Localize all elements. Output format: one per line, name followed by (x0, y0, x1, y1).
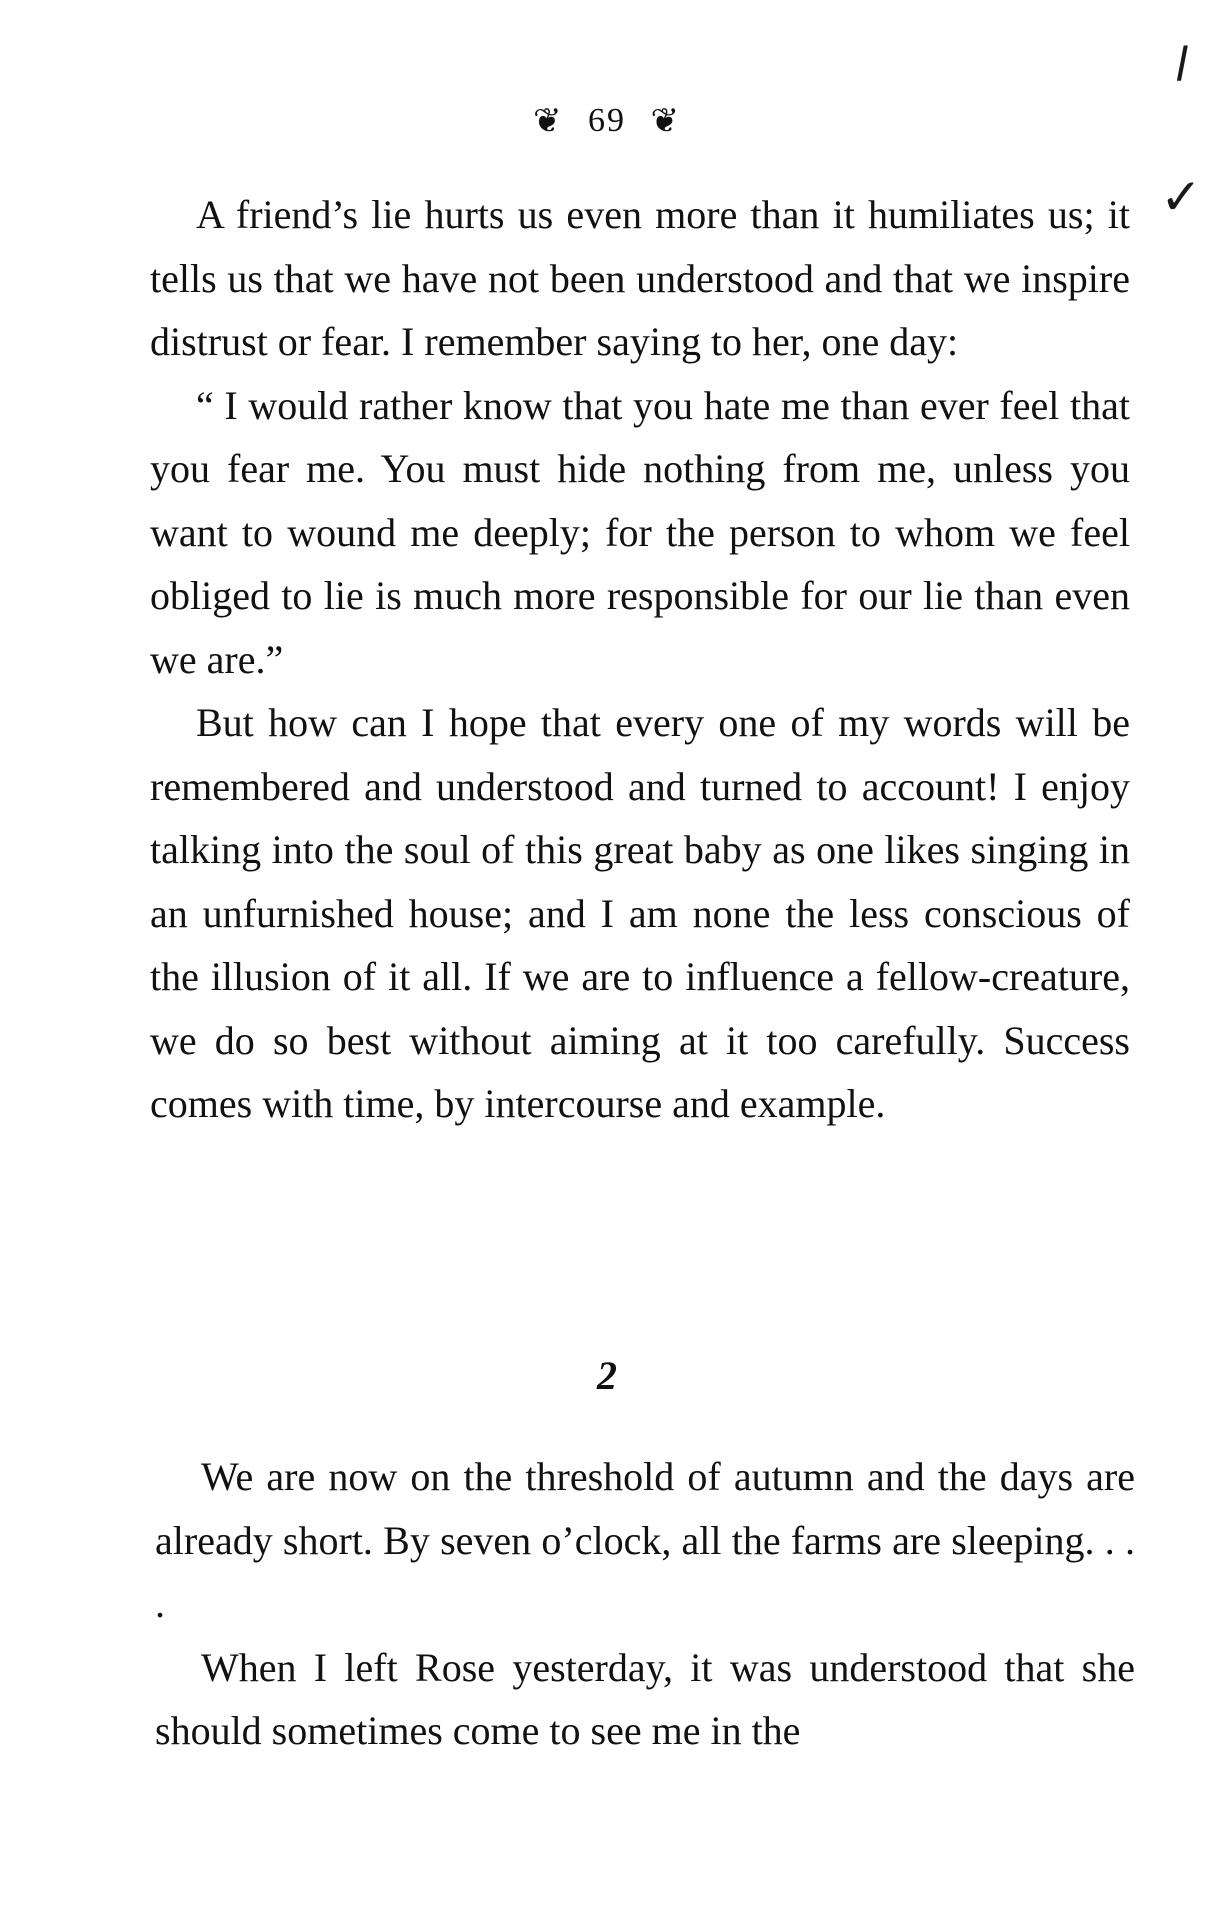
paragraph: When I left Rose yesterday, it was understood that she should sometimes come to see me in the (155, 1644, 1135, 1753)
paragraph: “ I would rather know that you hate me than ever feel that you fear me. You must hide nothing from me, unless you want to wound me deeply; for the person to whom we feel obliged to lie is much more responsible for our lie than even we are.” (150, 382, 1130, 682)
paragraph: A friend’s lie hurts us even more than it humiliates us; it tells us that we have not been understood and that we inspire distrust or fear. I remember saying to her, one day: (150, 192, 1130, 364)
fleuron-left-icon: ❦ (533, 103, 564, 141)
paragraph: But how can I hope that every one of my words will be remembered and understood and turned to account! I enjoy talking into the soul of this great baby as one likes singing in an unfurnished house; and I am none the less conscious of the illusion of it all. If we are to influence a fellow-creature, we do so best without aiming at it too carefully. Success comes with time, by intercourse and example. (150, 700, 1130, 1126)
checkmark-icon: ✓ (1160, 168, 1202, 226)
fleuron-right-icon: ❦ (650, 103, 681, 141)
paragraph: We are now on the threshold of autumn and the days are already short. By seven o’clock, all the farms are sleeping. . . . (155, 1454, 1135, 1626)
section-1-text (150, 183, 1130, 1136)
section-2-text (155, 1445, 1135, 1763)
page-header (0, 100, 1214, 141)
page-number: 69 (588, 102, 626, 140)
section-number: 2 (597, 1353, 617, 1398)
handwritten-margin-note: l (1175, 38, 1188, 92)
